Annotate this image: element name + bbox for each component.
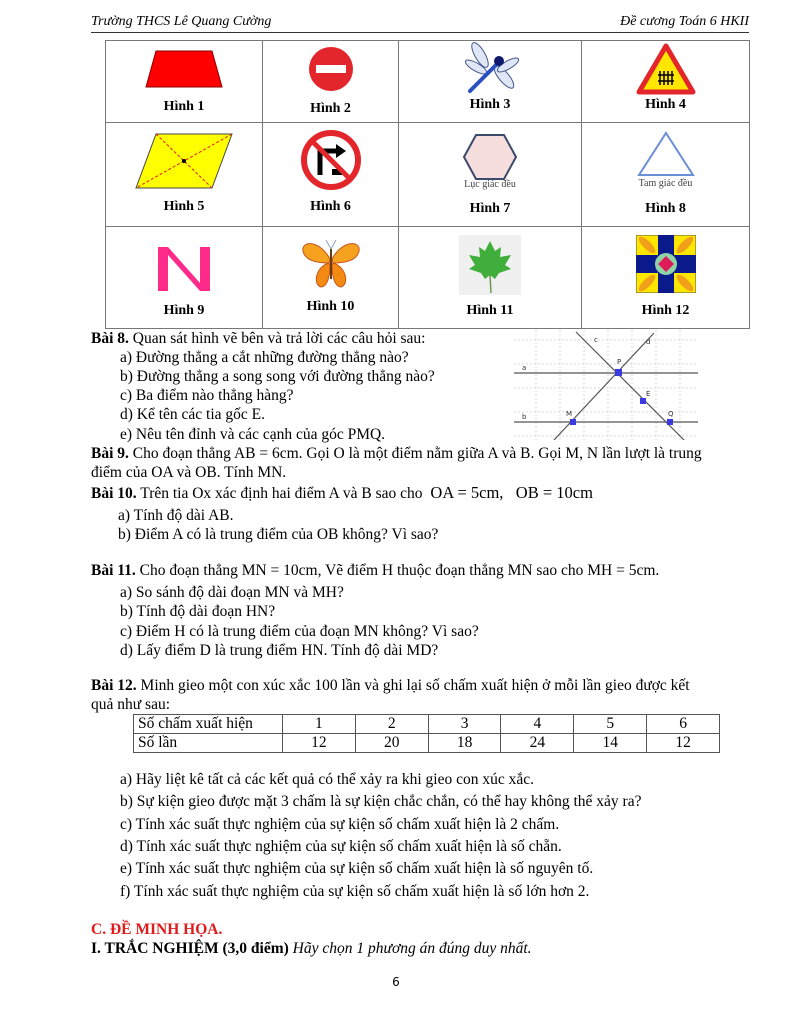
exercise-10-formula: OA = 5cm, OB = 10cm [430, 483, 593, 502]
figure-label: Hình 2 [310, 101, 351, 116]
label-d: d [646, 338, 651, 346]
table-row [134, 715, 720, 734]
lines-diagram [514, 330, 698, 440]
figure-label: Hình 8 [645, 201, 686, 216]
quilt-pattern-icon [636, 235, 696, 293]
figure-cell-5 [106, 123, 263, 227]
exercise-12-item-b: b) Sự kiện gieo được mặt 3 chấm là sự kiện chắc chắn, có thể hay không thể xảy ra? [120, 793, 642, 810]
exercise-11-item-c: c) Điểm H có là trung điểm của đoạn MN không? Vì sao? [120, 623, 479, 640]
label-q: Q [668, 410, 674, 418]
label-p: P [617, 358, 622, 366]
figure-label: Hình 11 [466, 303, 514, 318]
label-b: b [522, 413, 527, 421]
figures-table [105, 40, 750, 329]
exercise-8-item-d: d) Kể tên các tia gốc E. [120, 406, 266, 423]
exercise-11-text: Cho đoạn thẳng MN = 10cm, Vẽ điểm H thuộc đoạn thẳng MN sao cho MH = 5cm. [139, 562, 660, 579]
figure-cell-12 [582, 227, 750, 329]
face-cell: 4 [501, 715, 574, 734]
line-d [554, 333, 654, 440]
label-m: M [566, 410, 573, 418]
count-cell: 24 [501, 734, 574, 753]
point-p-marker [615, 369, 622, 376]
dragonfly-icon [460, 41, 520, 93]
point-e-marker [640, 398, 646, 404]
face-cell: 1 [283, 715, 356, 734]
exercise-11-item-b: b) Tính độ dài đoạn HN? [120, 603, 276, 620]
figure-cell-7 [399, 123, 582, 227]
exercise-9-line-1 [91, 444, 702, 463]
table-row [134, 734, 720, 753]
exercise-12-text: Minh gieo một con xúc xắc 100 lần và ghi lại số chấm xuất hiện ở mỗi lần gieo được kết [140, 677, 690, 694]
count-cell: 12 [283, 734, 356, 753]
exercise-9-title: Bài 9. [91, 445, 129, 462]
count-cell: 18 [428, 734, 501, 753]
figure-cell-1 [106, 41, 263, 123]
railway-crossing-sign-icon [636, 43, 696, 95]
maple-leaf-icon [459, 235, 521, 295]
figure-cell-10 [263, 227, 399, 329]
exercise-12-line-1 [91, 676, 690, 695]
label-a: a [522, 364, 527, 372]
exercise-12-item-c: c) Tính xác suất thực nghiệm của sự kiện số chấm xuất hiện là 2 chấm. [120, 816, 560, 833]
no-entry-sign-icon [308, 45, 354, 93]
face-cell: 3 [428, 715, 501, 734]
figure-label: Hình 7 [469, 201, 511, 216]
school-name: Trường THCS Lê Quang Cường [91, 14, 272, 29]
document-title: Đề cương Toán 6 HKII [620, 14, 749, 29]
figure-label: Hình 9 [163, 303, 205, 318]
red-trapezoid-icon [144, 49, 224, 89]
figure-label: Hình 10 [306, 299, 355, 314]
face-cell: 2 [355, 715, 428, 734]
exercise-10-item-b: b) Điểm A có là trung điểm của OB không? Vì sao? [118, 526, 439, 543]
section-c-title: C. ĐỀ MINH HỌA. [91, 921, 223, 938]
exercise-8-item-e: e) Nêu tên đỉnh và các cạnh của góc PMQ. [120, 426, 386, 443]
hexagon-icon [462, 133, 518, 181]
figure-label: Hình 5 [163, 199, 205, 214]
dice-results-table [133, 714, 720, 753]
figure-caption: Tam giác đều [638, 178, 693, 189]
figure-cell-2 [263, 41, 399, 123]
figure-label: Hình 4 [645, 97, 686, 112]
row-header-counts: Số lần [134, 734, 283, 753]
part-1-title: I. TRẮC NGHIỆM (3,0 điểm) [91, 940, 289, 957]
figure-label: Hình 1 [163, 99, 205, 114]
letter-n-icon [154, 245, 214, 293]
part-1-instruction: Hãy chọn 1 phương án đúng duy nhất. [292, 940, 532, 957]
exercise-12-item-d: d) Tính xác suất thực nghiệm của sự kiện số chấm xuất hiện là số chẵn. [120, 838, 562, 855]
figure-cell-11 [399, 227, 582, 329]
figure-cell-4 [582, 41, 750, 123]
exercise-12-item-f: f) Tính xác suất thực nghiệm của sự kiện số chấm xuất hiện là số lớn hơn 2. [120, 883, 590, 900]
exercise-9-text: Cho đoạn thẳng AB = 6cm. Gọi O là một điểm nằm giữa A và B. Gọi M, N lần lượt là trung [132, 445, 702, 462]
page-number: 6 [392, 975, 400, 989]
label-c: c [594, 336, 598, 344]
figure-cell-8 [582, 123, 750, 227]
figure-cell-9 [106, 227, 263, 329]
exercise-12-line-2: quả như sau: [91, 696, 170, 713]
exercise-10-title: Bài 10. [91, 485, 137, 502]
face-cell: 6 [647, 715, 720, 734]
exercise-12-title: Bài 12. [91, 677, 137, 694]
row-header-faces: Số chấm xuất hiện [134, 715, 283, 734]
figure-label: Hình 6 [310, 199, 351, 214]
butterfly-icon [299, 237, 363, 289]
figure-label: Hình 12 [641, 303, 690, 318]
figure-label: Hình 3 [469, 97, 511, 112]
no-right-turn-sign-icon [300, 129, 362, 191]
count-cell: 14 [574, 734, 647, 753]
page-header [91, 14, 749, 33]
exercise-8-text: Quan sát hình vẽ bên và trả lời các câu hỏi sau: [132, 330, 426, 347]
part-1-heading [91, 939, 532, 958]
exercise-10-text: Trên tia Ox xác định hai điểm A và B sao cho [140, 485, 423, 502]
point-m-marker [570, 419, 576, 425]
count-cell: 12 [647, 734, 720, 753]
exercise-8-title: Bài 8. [91, 330, 129, 347]
count-cell: 20 [355, 734, 428, 753]
exercise-8-item-b: b) Đường thẳng a song song với đường thẳng nào? [120, 368, 435, 385]
figure-cell-6 [263, 123, 399, 227]
exercise-12-item-e: e) Tính xác suất thực nghiệm của sự kiện số chấm xuất hiện là số nguyên tố. [120, 860, 594, 877]
exercise-10-item-a: a) Tính độ dài AB. [118, 507, 234, 524]
exercise-8-prompt [91, 329, 425, 348]
exercise-12-item-a: a) Hãy liệt kê tất cả các kết quả có thể xảy ra khi gieo con xúc xắc. [120, 771, 534, 788]
figure-cell-3 [399, 41, 582, 123]
exercise-8-item-c: c) Ba điểm nào thẳng hàng? [120, 387, 294, 404]
exercise-11-prompt [91, 561, 659, 580]
figure-caption: Lục giác đều [464, 179, 516, 190]
triangle-icon [636, 131, 696, 177]
face-cell: 5 [574, 715, 647, 734]
exercise-11-item-a: a) So sánh độ dài đoạn MN và MH? [120, 584, 344, 601]
exercise-8-item-a: a) Đường thẳng a cắt những đường thẳng nào? [120, 349, 409, 366]
exercise-11-title: Bài 11. [91, 562, 136, 579]
exercise-9-line-2: điểm của OA và OB. Tính MN. [91, 464, 287, 481]
point-q-marker [667, 419, 673, 425]
exercise-11-item-d: d) Lấy điểm D là trung điểm HN. Tính độ dài MD? [120, 642, 439, 659]
exercise-10-prompt [91, 483, 593, 503]
label-e: E [646, 390, 651, 398]
parallelogram-icon [132, 131, 236, 191]
